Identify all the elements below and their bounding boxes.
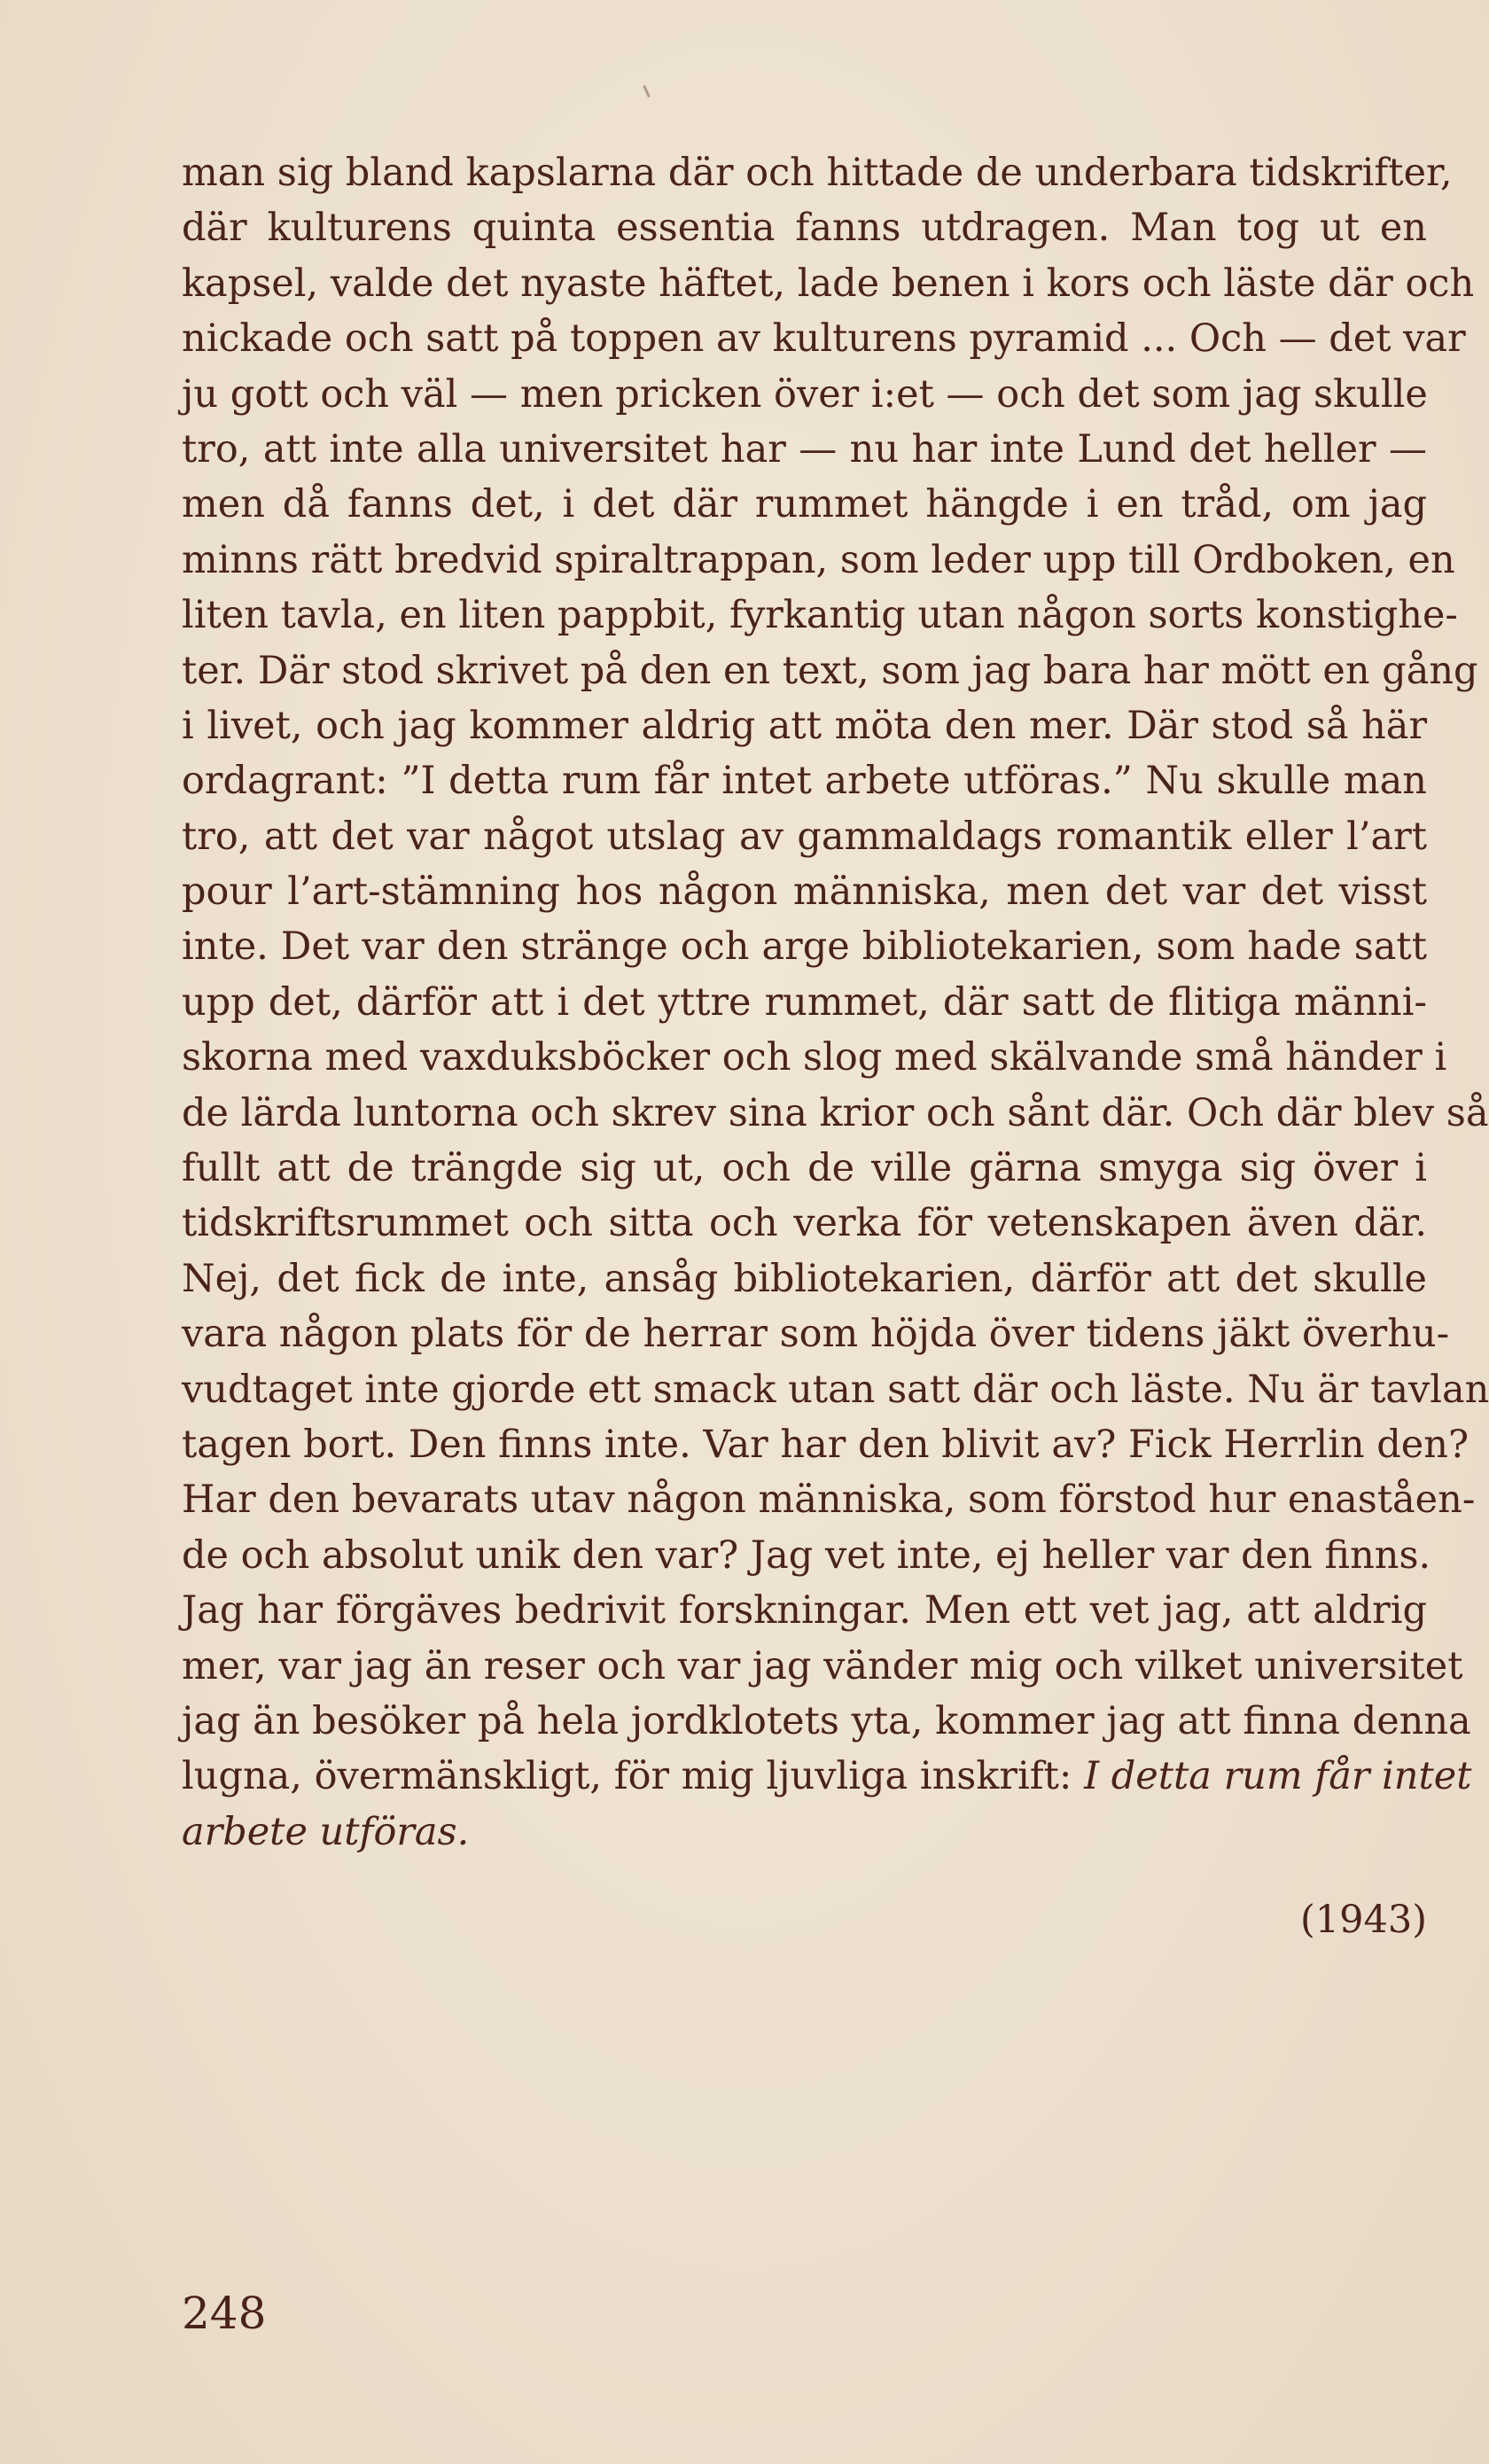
text-line: nickade och satt på toppen av kulturens pyramid ... Och — det var bbox=[182, 316, 1466, 362]
text-line: kapsel, valde det nyaste häftet, lade benen i kors och läste där och bbox=[182, 261, 1475, 306]
page-number: 248 bbox=[182, 2288, 267, 2339]
text-line: ju gott och väl — men pricken över i:et — och det som jag skulle bbox=[182, 371, 1428, 417]
body-text bbox=[182, 145, 1489, 1860]
text-line: Jag har förgäves bedrivit forskningar. Men ett vet jag, att aldrig bbox=[182, 1588, 1427, 1634]
text-line: men då fanns det, i det där rummet hängde i en tråd, om jag bbox=[182, 482, 1427, 527]
text-line: inte. Det var den stränge och arge bibliotekarien, som hade satt bbox=[182, 924, 1427, 970]
text-line: skorna med vaxduksböcker och slog med skälvande små händer i bbox=[182, 1035, 1447, 1080]
text-line: där kulturens quinta essentia fanns utdragen. Man tog ut en bbox=[182, 206, 1427, 251]
italic-inscription: I detta rum får intet bbox=[1084, 1754, 1472, 1799]
text-line: pour l’art-stämning hos någon människa, men det var det visst bbox=[182, 869, 1427, 915]
text-line: vara någon plats för de herrar som höjda över tidens jäkt överhu- bbox=[182, 1312, 1450, 1357]
text-line: tro, att det var något utslag av gammaldags romantik eller l’art bbox=[182, 814, 1427, 859]
text-line: tagen bort. Den finns inte. Var har den blivit av? Fick Herrlin den? bbox=[182, 1422, 1470, 1467]
year-note: (1943) bbox=[1300, 1898, 1427, 1942]
text-line: ter. Där stod skrivet på den en text, som jag bara har mött en gång bbox=[182, 648, 1478, 693]
text-line: minns rätt bredvid spiraltrappan, som leder upp till Ordboken, en bbox=[182, 537, 1455, 582]
text-line: i livet, och jag kommer aldrig att möta den mer. Där stod så här bbox=[182, 703, 1427, 748]
text-line: Har den bevarats utav någon människa, som förstod hur enaståen- bbox=[182, 1478, 1476, 1523]
text-line-with-italic bbox=[182, 1749, 1472, 1804]
text-line: de och absolut unik den var? Jag vet inte, ej heller var den finns. bbox=[182, 1532, 1431, 1578]
text-line: fullt att de trängde sig ut, och de ville gärna smyga sig över i bbox=[182, 1146, 1427, 1191]
italic-inscription-end: arbete utföras. bbox=[182, 1809, 470, 1854]
ink-speck bbox=[643, 85, 651, 97]
text-segment: lugna, övermänskligt, för mig ljuvliga inskrift: bbox=[182, 1754, 1085, 1799]
text-line: Nej, det fick de inte, ansåg bibliotekarien, därför att det skulle bbox=[182, 1256, 1427, 1301]
text-line: tidskriftsrummet och sitta och verka för vetenskapen även där. bbox=[182, 1201, 1427, 1246]
text-line: ordagrant: ”I detta rum får intet arbete utföras.” Nu skulle man bbox=[182, 759, 1427, 804]
text-line: vudtaget inte gjorde ett smack utan satt där och läste. Nu är tavlan bbox=[182, 1367, 1489, 1412]
text-line: mer, var jag än reser och var jag vänder mig och vilket universitet bbox=[182, 1643, 1463, 1688]
text-line: liten tavla, en liten pappbit, fyrkantig utan någon sorts konstighe- bbox=[182, 593, 1458, 638]
text-line: jag än besöker på hela jordklotets yta, kommer jag att finna denna bbox=[182, 1698, 1471, 1743]
text-line: de lärda luntorna och skrev sina krior och sånt där. Och där blev så bbox=[182, 1090, 1489, 1135]
text-line: upp det, därför att i det yttre rummet, där satt de flitiga männi- bbox=[182, 979, 1427, 1025]
text-line: tro, att inte alla universitet har — nu har inte Lund det heller — bbox=[182, 426, 1427, 472]
text-line: man sig bland kapslarna där och hittade de underbara tidskrifter, bbox=[182, 151, 1453, 195]
